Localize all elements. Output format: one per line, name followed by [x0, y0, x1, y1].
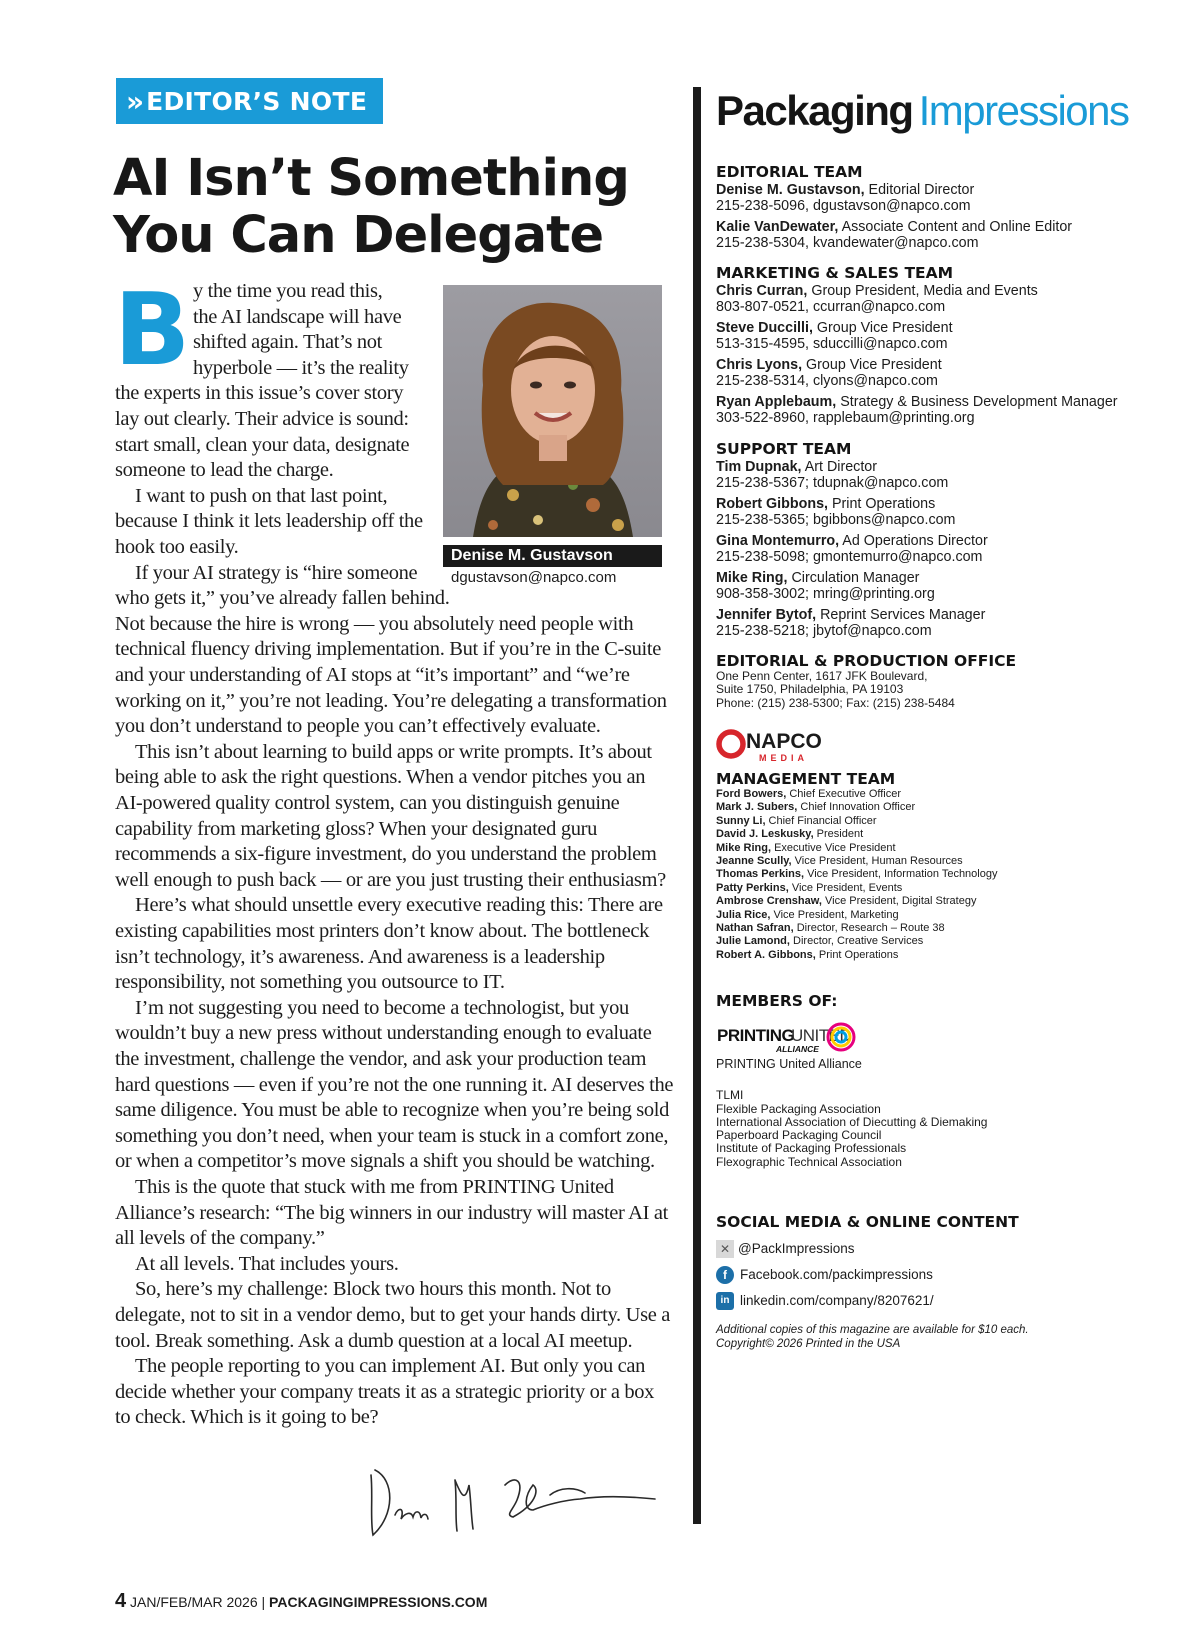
members-heading-block: [716, 992, 1186, 1010]
social-facebook[interactable]: [716, 1265, 1186, 1285]
social-linkedin[interactable]: [716, 1291, 1186, 1311]
publication-logo: [716, 86, 1129, 136]
headline-line-1: AI Isn’t Something: [113, 149, 629, 208]
management-name: Robert A. Gibbons,: [716, 948, 816, 961]
pua-word-printing: PRINTING: [717, 1026, 795, 1045]
management-name: Jeanne Scully,: [716, 855, 792, 868]
management-name: Mark J. Subers,: [716, 801, 798, 814]
management-name: David J. Leskusky,: [716, 828, 814, 841]
printing-united-logo: [716, 1021, 856, 1055]
staff-entry: [716, 459, 1186, 491]
article-line: responsibility, not something you outsource to IT.: [115, 971, 505, 994]
support-team-heading: SUPPORT TEAM: [716, 440, 852, 458]
article-line: capability from marketing gloss? When your designated guru: [115, 817, 598, 840]
management-title: Executive Vice President: [771, 841, 896, 854]
management-title: Vice President, Digital Strategy: [821, 895, 977, 908]
staff-title: Ad Operations Director: [839, 533, 988, 549]
management-name: Nathan Safran,: [716, 922, 794, 935]
staff-contact[interactable]: 215-238-5098; gmontemurro@napco.com: [716, 549, 983, 565]
social-x[interactable]: [716, 1239, 1186, 1259]
article-line: So, here’s my challenge: Block two hours this month. Not to: [135, 1278, 611, 1301]
management-entry: [716, 801, 1186, 814]
staff-contact[interactable]: 303-522-8960, rapplebaum@printing.org: [716, 410, 975, 426]
author-photo: [443, 285, 662, 537]
linkedin-link[interactable]: linkedin.com/company/8207621/: [740, 1293, 934, 1308]
management-title: Vice President, Events: [788, 881, 903, 894]
photo-caption-email[interactable]: dgustavson@napco.com: [451, 569, 617, 586]
article-line: The people reporting to you can implement AI. But only you can: [135, 1355, 646, 1378]
fineprint-copyright: Copyright© 2026 Printed in the USA: [716, 1338, 901, 1350]
x-icon: ✕: [716, 1240, 734, 1258]
staff-title: Circulation Manager: [787, 570, 920, 586]
staff-contact[interactable]: 513-315-4595, sduccilli@napco.com: [716, 336, 948, 352]
staff-contact[interactable]: 215-238-5096, dgustavson@napco.com: [716, 198, 971, 214]
management-entry: [716, 788, 1186, 801]
article-line: AI-powered quality control system, can you distinguish genuine: [115, 792, 620, 814]
footer-separator: |: [261, 1594, 266, 1610]
management-name: Sunny Li,: [716, 814, 766, 827]
member-organization: Institute of Packaging Professionals: [716, 1141, 907, 1156]
management-title: Director, Research – Route 38: [793, 922, 945, 935]
author-portrait-image: [443, 285, 662, 537]
article-line: existing capabilities most printers don’t know about. The bottleneck: [115, 920, 649, 942]
support-team: [716, 440, 1186, 639]
management-entry: [716, 855, 1186, 868]
logo-word-packaging: Packaging: [716, 87, 913, 134]
management-title: Chief Innovation Officer: [797, 801, 916, 814]
page-footer: [115, 1590, 487, 1613]
article-line: hook too easily.: [115, 536, 239, 558]
staff-contact[interactable]: 215-238-5367; tdupnak@napco.com: [716, 475, 949, 491]
staff-title: Group Vice President: [802, 357, 942, 373]
management-name: Ambrose Crenshaw,: [716, 895, 822, 908]
production-office: [716, 652, 1186, 710]
staff-name: Steve Duccilli,: [716, 320, 813, 336]
management-title: Chief Financial Officer: [765, 814, 877, 827]
fineprint-copies: Additional copies of this magazine are available for $10 each.: [716, 1324, 1029, 1336]
social-media: [716, 1213, 1186, 1311]
staff-title: Editorial Director: [864, 182, 975, 198]
member-printing-united: PRINTING United Alliance: [716, 1057, 862, 1071]
article-line: you don’t understand to people you can’t effectively evaluate.: [115, 715, 601, 738]
staff-contact[interactable]: 908-358-3002; mring@printing.org: [716, 586, 935, 602]
article-line: If your AI strategy is “hire someone: [135, 561, 418, 584]
staff-name: Kalie VanDewater,: [716, 219, 839, 235]
staff-title: Art Director: [801, 459, 878, 475]
article-line: same diligence. You must be able to recognize when you’re being sold: [115, 1099, 670, 1122]
management-entry: [716, 935, 1186, 948]
office-heading: EDITORIAL & PRODUCTION OFFICE: [716, 652, 1017, 670]
staff-entry: [716, 283, 1186, 315]
staff-name: Jennifer Bytof,: [716, 607, 817, 623]
member-organization: Flexible Packaging Association: [716, 1101, 881, 1116]
staff-contact[interactable]: 215-238-5218; jbytof@napco.com: [716, 623, 932, 639]
management-name: Patty Perkins,: [716, 881, 789, 894]
member-organization: Paperboard Packaging Council: [716, 1128, 882, 1143]
management-name: Ford Bowers,: [716, 788, 787, 800]
staff-name: Ryan Applebaum,: [716, 394, 837, 410]
article-line: tool. Break something. Ask a dumb question at a local AI meetup.: [115, 1329, 633, 1352]
staff-name: Chris Curran,: [716, 283, 808, 299]
photo-caption-name: Denise M. Gustavson: [443, 545, 662, 567]
staff-title: Print Operations: [828, 496, 936, 512]
article-line: recommends a six-figure investment, do you understand the problem: [115, 843, 657, 866]
article-line: lay out clearly. Their advice is sound:: [115, 408, 409, 430]
staff-name: Mike Ring,: [716, 570, 788, 586]
marketing-team: [716, 264, 1186, 426]
management-title: President: [813, 828, 864, 841]
article-line: This is the quote that stuck with me from PRINTING United: [135, 1176, 614, 1198]
staff-contact[interactable]: 215-238-5314, clyons@napco.com: [716, 373, 938, 389]
article-line: At all levels. That includes yours.: [135, 1252, 399, 1275]
management-entry: [716, 909, 1186, 922]
management-name: Julie Lamond,: [716, 935, 790, 948]
article-line: This isn’t about learning to build apps or write prompts. It’s about: [135, 740, 652, 763]
member-organization: Flexographic Technical Association: [716, 1154, 902, 1169]
signature-image: [365, 1455, 665, 1550]
staff-entry: [716, 182, 1186, 214]
article-line: Not because the hire is wrong — you absolutely need people with: [115, 612, 634, 635]
issue-date: JAN/FEB/MAR 2026: [130, 1594, 258, 1610]
fine-print: [716, 1323, 1029, 1351]
staff-entry: [716, 570, 1186, 602]
management-entry: [716, 815, 1186, 828]
staff-title: Associate Content and Online Editor: [838, 219, 1073, 235]
article-line: all levels of the company.”: [115, 1227, 325, 1250]
members-heading: MEMBERS OF:: [716, 992, 838, 1010]
staff-contact[interactable]: 215-238-5365; bgibbons@napco.com: [716, 512, 956, 528]
double-chevron-icon: »: [126, 84, 139, 118]
article-line: technical fluency driving implementation. But if you’re in the C-suite: [115, 638, 661, 661]
staff-entry: [716, 219, 1186, 251]
office-phone: Phone: (215) 238-5300; Fax: (215) 238-5484: [716, 695, 955, 710]
article-line: Here’s what should unsettle every executive reading this: There are: [135, 894, 663, 917]
staff-entry: [716, 320, 1186, 352]
management-title: Vice President, Human Resources: [791, 855, 963, 868]
napco-wordmark: NAPCO: [746, 730, 822, 753]
author-signature: [365, 1455, 665, 1550]
article-line: being able to ask the right questions. When a vendor pitches you an: [115, 766, 646, 789]
facebook-link[interactable]: Facebook.com/packimpressions: [740, 1267, 933, 1282]
management-entry: [716, 949, 1186, 962]
article-line: isn’t technology, it’s awareness. And awareness is a leadership: [115, 945, 605, 968]
editorial-team-heading: EDITORIAL TEAM: [716, 163, 863, 181]
article-line: because I think it lets leadership off the: [115, 510, 423, 533]
linkedin-icon: in: [716, 1292, 734, 1310]
article-line: to check. Which is it going to be?: [115, 1406, 379, 1429]
logo-word-impressions: Impressions: [918, 87, 1129, 134]
article-line: hyperbole — it’s the reality: [193, 356, 409, 379]
member-organization: International Association of Diecutting & Diemaking: [716, 1114, 988, 1129]
staff-entry: [716, 496, 1186, 528]
page-number: 4: [115, 1590, 127, 1612]
staff-title: Group President, Media and Events: [807, 283, 1038, 299]
social-heading: SOCIAL MEDIA & ONLINE CONTENT: [716, 1213, 1019, 1231]
article-headline: [113, 150, 653, 264]
staff-name: Robert Gibbons,: [716, 496, 828, 512]
article-line: hard questions — even if you’re not the one running it. AI deserves the: [115, 1073, 674, 1096]
marketing-team-heading: MARKETING & SALES TEAM: [716, 264, 954, 282]
napco-media-logo: [716, 724, 846, 764]
article-line: who gets it,” you’ve already fallen behind.: [115, 587, 450, 610]
editorial-team: [716, 163, 1186, 251]
article-line: and your understanding of AI stops at “it’s important” and “we’re: [115, 664, 630, 686]
members-list: [716, 1058, 1186, 1169]
management-team: [716, 770, 1186, 962]
management-title: Vice President, Information Technology: [804, 868, 998, 881]
x-handle[interactable]: @PackImpressions: [738, 1241, 855, 1256]
kicker-label: EDITOR’S NOTE: [146, 86, 368, 116]
management-entry: [716, 868, 1186, 881]
staff-contact[interactable]: 215-238-5304, kvandewater@napco.com: [716, 235, 979, 251]
staff-entry: [716, 607, 1186, 639]
member-organization: TLMI: [716, 1088, 744, 1103]
headline-line-2: You Can Delegate: [113, 206, 604, 265]
article-line: delegate, not to sit in a vendor demo, but to get your hands dirty. Use a: [115, 1304, 670, 1326]
article-line: I’m not suggesting you need to become a technologist, but you: [135, 996, 629, 1019]
management-name: Julia Rice,: [716, 908, 771, 921]
staff-entry: [716, 533, 1186, 565]
management-name: Mike Ring,: [716, 841, 772, 854]
article-line: y the time you read this,: [193, 280, 383, 302]
management-title: Print Operations: [815, 948, 899, 961]
column-divider: [693, 87, 701, 1524]
management-entry: [716, 922, 1186, 935]
footer-site[interactable]: PACKAGINGIMPRESSIONS.COM: [269, 1594, 488, 1610]
staff-name: Gina Montemurro,: [716, 533, 840, 549]
article-line: well enough to push back — or are you just trusting their enthusiasm?: [115, 868, 666, 891]
article-line: the AI landscape will have: [193, 305, 402, 328]
article-line: something you don’t need, when your team is stuck in a comfort zone,: [115, 1124, 669, 1147]
management-title: Director, Creative Services: [789, 935, 924, 948]
article-line: or when a competitor’s move signals a shift you should be watching.: [115, 1150, 655, 1173]
management-title: Vice President, Marketing: [770, 908, 899, 921]
management-entry: [716, 842, 1186, 855]
office-address-1: One Penn Center, 1617 JFK Boulevard,: [716, 669, 928, 683]
article-line: someone to lead the charge.: [115, 459, 334, 482]
management-team-heading: MANAGEMENT TEAM: [716, 770, 896, 788]
pua-word-alliance: ALLIANCE: [776, 1044, 819, 1054]
staff-contact[interactable]: 803-807-0521, ccurran@napco.com: [716, 299, 946, 315]
article-line: I want to push on that last point,: [135, 484, 388, 507]
staff-title: Group Vice President: [812, 320, 953, 336]
napco-media-subtext: MEDIA: [759, 753, 808, 763]
staff-title: Reprint Services Manager: [816, 607, 986, 623]
staff-name: Denise M. Gustavson,: [716, 182, 865, 198]
staff-title: Strategy & Business Development Manager: [836, 394, 1118, 410]
management-entry: [716, 882, 1186, 895]
management-name: Thomas Perkins,: [716, 868, 805, 881]
staff-name: Tim Dupnak,: [716, 459, 802, 475]
management-title: Chief Executive Officer: [786, 788, 902, 800]
article-line: wouldn’t buy a new press without understanding enough to evaluate: [115, 1022, 652, 1045]
office-address-2: Suite 1750, Philadelphia, PA 19103: [716, 682, 904, 697]
article-line: Alliance’s research: “The big winners in our industry will master AI at: [115, 1201, 668, 1224]
management-entry: [716, 895, 1186, 908]
staff-entry: [716, 357, 1186, 389]
article-line: working on it,” you’re not leading. You’re delegating a transformation: [115, 689, 667, 712]
drop-cap: B: [114, 271, 191, 388]
staff-entry: [716, 394, 1186, 426]
management-entry: [716, 828, 1186, 841]
article-line: start small, clean your data, designate: [115, 433, 410, 456]
article-line: shifted again. That’s not: [193, 331, 383, 354]
article-line: the investment, challenge the vendor, and ask your production team: [115, 1048, 647, 1070]
facebook-icon: f: [716, 1266, 734, 1284]
article-line: the experts in this issue’s cover story: [115, 382, 404, 405]
staff-name: Chris Lyons,: [716, 357, 803, 373]
article-line: decide whether your company treats it as a strategic priority or a box: [115, 1380, 655, 1403]
pua-word-united: UNITED: [791, 1026, 852, 1045]
section-kicker: [116, 78, 383, 124]
